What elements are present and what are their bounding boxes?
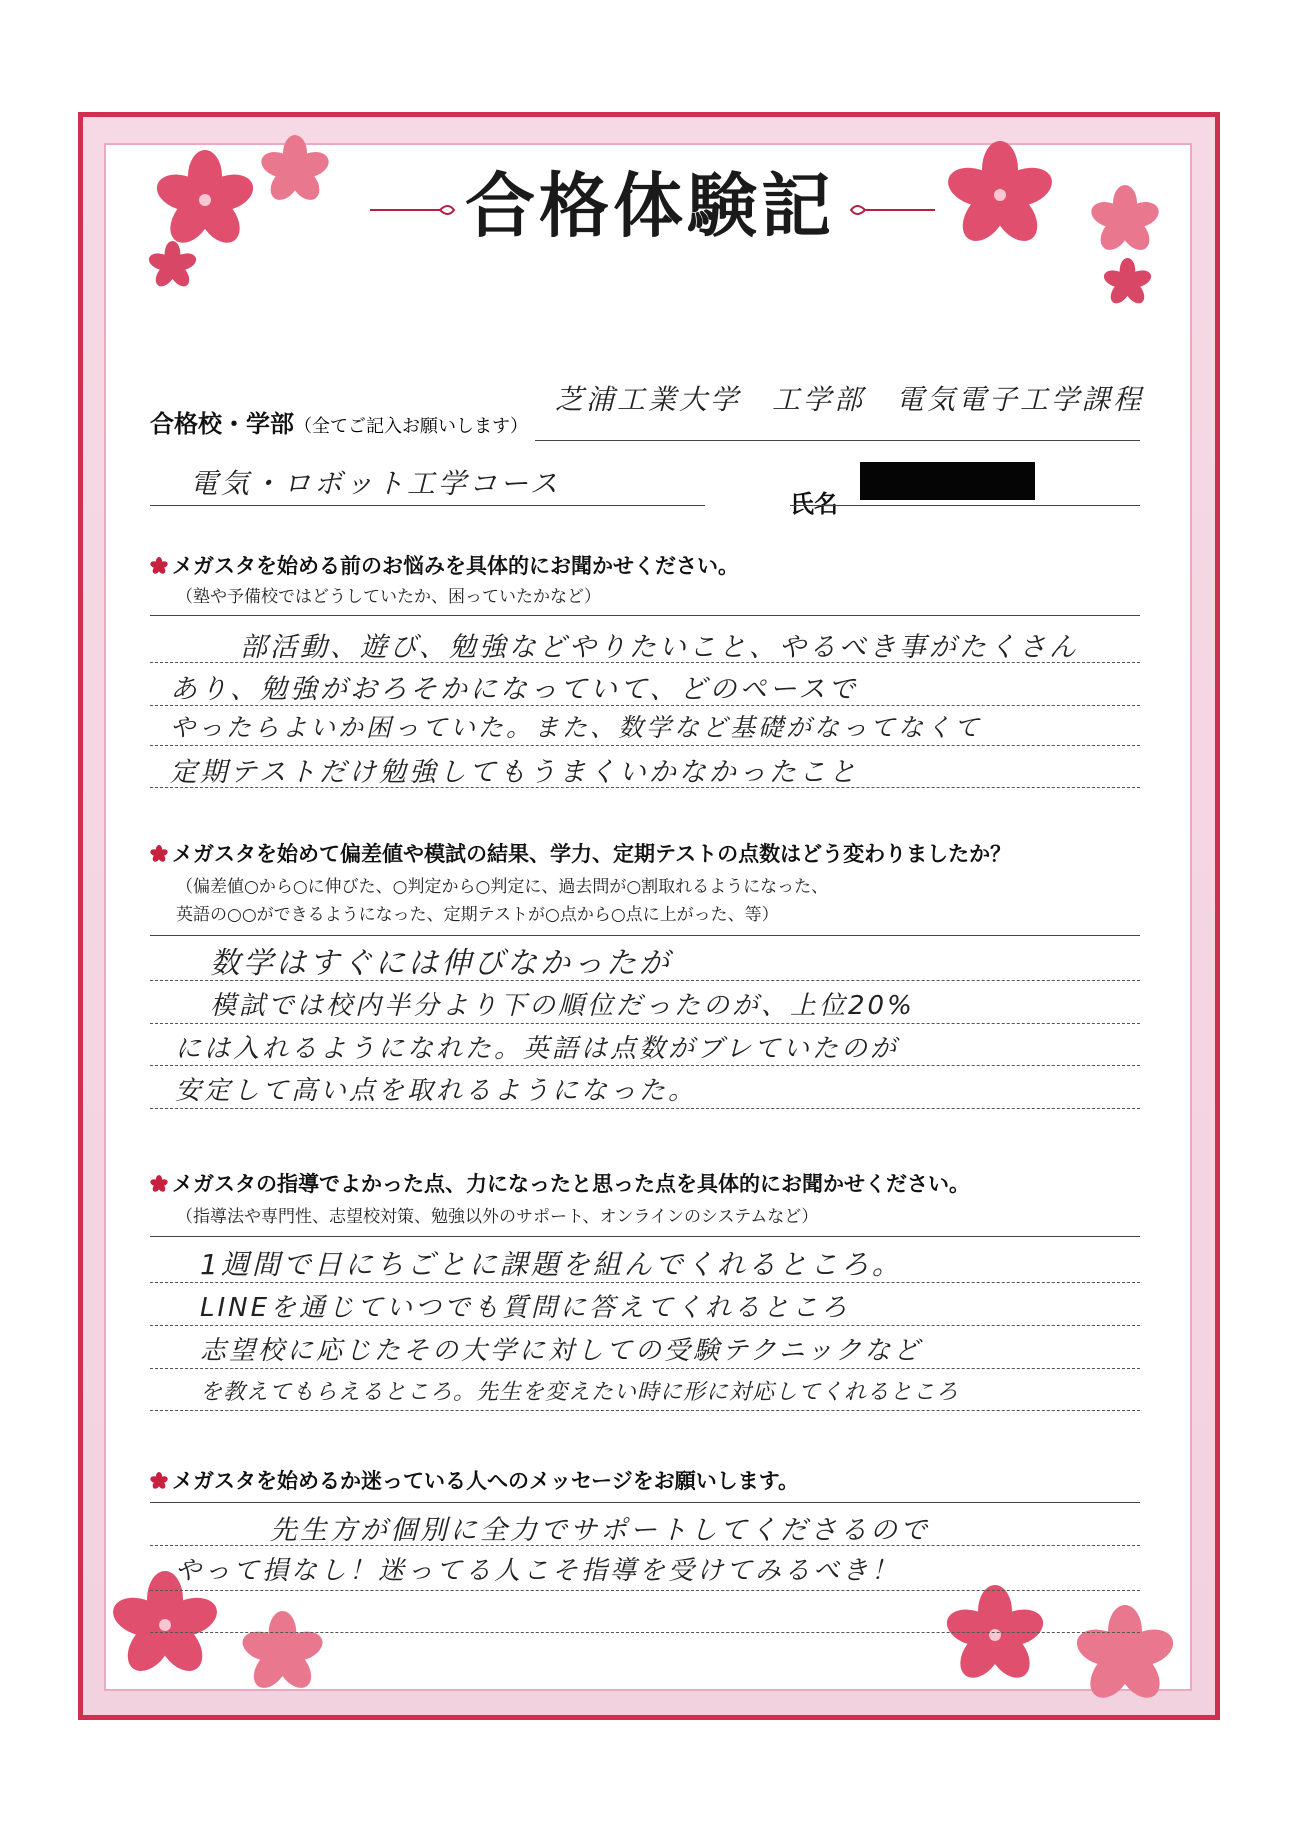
sakura-blossom-icon xyxy=(1070,1600,1180,1710)
answer-rule xyxy=(150,980,1140,981)
answer-2-line3: には入れるようになれた。英語は点数がブレていたのが xyxy=(175,1034,899,1064)
answer-1-line3: やったらよいか困っていた。また、数学など基礎がなってなくて xyxy=(170,713,983,742)
answer-2-line4: 安定して高い点を取れるようになった。 xyxy=(175,1076,698,1106)
answer-top-line xyxy=(150,1502,1140,1503)
answer-rule xyxy=(150,1545,1140,1546)
name-label: 氏名 xyxy=(790,490,838,518)
answer-rule xyxy=(150,1325,1140,1326)
answer-rule xyxy=(150,1023,1140,1024)
answer-rule xyxy=(150,662,1140,663)
sakura-blossom-icon xyxy=(1100,255,1155,310)
school-label: 合格校・学部 xyxy=(150,410,294,438)
answer-rule xyxy=(150,1108,1140,1109)
answer-1-line4: 定期テストだけ勉強してもうまくいかなかったこと xyxy=(170,757,859,788)
page-title: 合格体験記 xyxy=(465,164,835,247)
answer-3-line3: 志望校に応じたその大学に対しての受験テクニックなど xyxy=(200,1336,923,1366)
answer-3-line2: LINEを通じていつでも質問に答えてくれるところ xyxy=(200,1293,851,1323)
sakura-blossom-icon xyxy=(940,1580,1050,1690)
answer-3-line4: を教えてもらえるところ。先生を変えたい時に形に対応してくれるところ xyxy=(200,1380,960,1405)
answer-rule xyxy=(150,745,1140,746)
question-2-sub-1: （偏差値○から○に伸びた、○判定から○判定に、過去問が○割取れるようになった、 xyxy=(176,877,829,897)
school-value-line1: 芝浦工業大学 工学部 電気電子工学課程 xyxy=(555,383,1145,416)
course-underline xyxy=(150,505,705,506)
name-underline xyxy=(790,505,1140,506)
answer-1-line2: あり、勉強がおろそかになっていて、どのペースで xyxy=(170,674,859,705)
sakura-bullet-icon xyxy=(150,1175,168,1193)
answer-rule xyxy=(150,1282,1140,1283)
school-underline xyxy=(535,440,1140,441)
answer-rule xyxy=(150,1590,1140,1591)
answer-top-line xyxy=(150,935,1140,936)
question-3: メガスタの指導でよかった点、力になったと思った点を具体的にお聞かせください。 xyxy=(150,1168,970,1198)
question-1: メガスタを始める前のお悩みを具体的にお聞かせください。 xyxy=(150,550,739,580)
answer-rule xyxy=(150,1410,1140,1411)
question-3-sub: （指導法や専門性、志望校対策、勉強以外のサポート、オンラインのシステムなど） xyxy=(176,1207,819,1227)
sakura-bullet-icon xyxy=(150,845,168,863)
sakura-bullet-icon xyxy=(150,557,168,575)
answer-top-line xyxy=(150,615,1140,616)
question-1-sub: （塾や予備校ではどうしていたか、困っていたかなど） xyxy=(176,587,601,607)
answer-rule xyxy=(150,1632,1140,1633)
question-2-sub-2: 英語の○○ができるようになった、定期テストが○点から○点に上がった、等） xyxy=(176,905,779,925)
school-value-line2: 電気・ロボット工学コース xyxy=(190,467,561,500)
answer-4-line2: やって損なし！迷ってる人こそ指導を受けてみるべき！ xyxy=(175,1556,901,1586)
answer-rule xyxy=(150,1065,1140,1066)
answer-4-line1: 先生方が個別に全力でサポートしてくださるので xyxy=(270,1515,930,1546)
answer-rule xyxy=(150,705,1140,706)
question-2: メガスタを始めて偏差値や模試の結果、学力、定期テストの点数はどう変わりましたか？ xyxy=(150,838,1011,868)
answer-rule xyxy=(150,787,1140,788)
answer-top-line xyxy=(150,1236,1140,1237)
sakura-bullet-icon xyxy=(150,1472,168,1490)
answer-2-line2: 模試では校内半分より下の順位だったのが、上位20% xyxy=(210,991,915,1021)
school-label-row xyxy=(150,404,528,439)
school-note: （全てご記入お願いします） xyxy=(294,416,528,437)
sakura-blossom-icon xyxy=(235,1605,330,1700)
answer-2-line1: 数学はすぐには伸びなかったが xyxy=(210,946,672,981)
answer-1-line1: 部活動、遊び、勉強などやりたいこと、やるべき事がたくさん xyxy=(240,632,1079,663)
question-4: メガスタを始めるか迷っている人へのメッセージをお願いします。 xyxy=(150,1465,799,1495)
answer-rule xyxy=(150,1368,1140,1369)
answer-3-line1: 1週間で日にちごとに課題を組んでくれるところ。 xyxy=(200,1248,903,1281)
redacted-name xyxy=(860,462,1035,500)
